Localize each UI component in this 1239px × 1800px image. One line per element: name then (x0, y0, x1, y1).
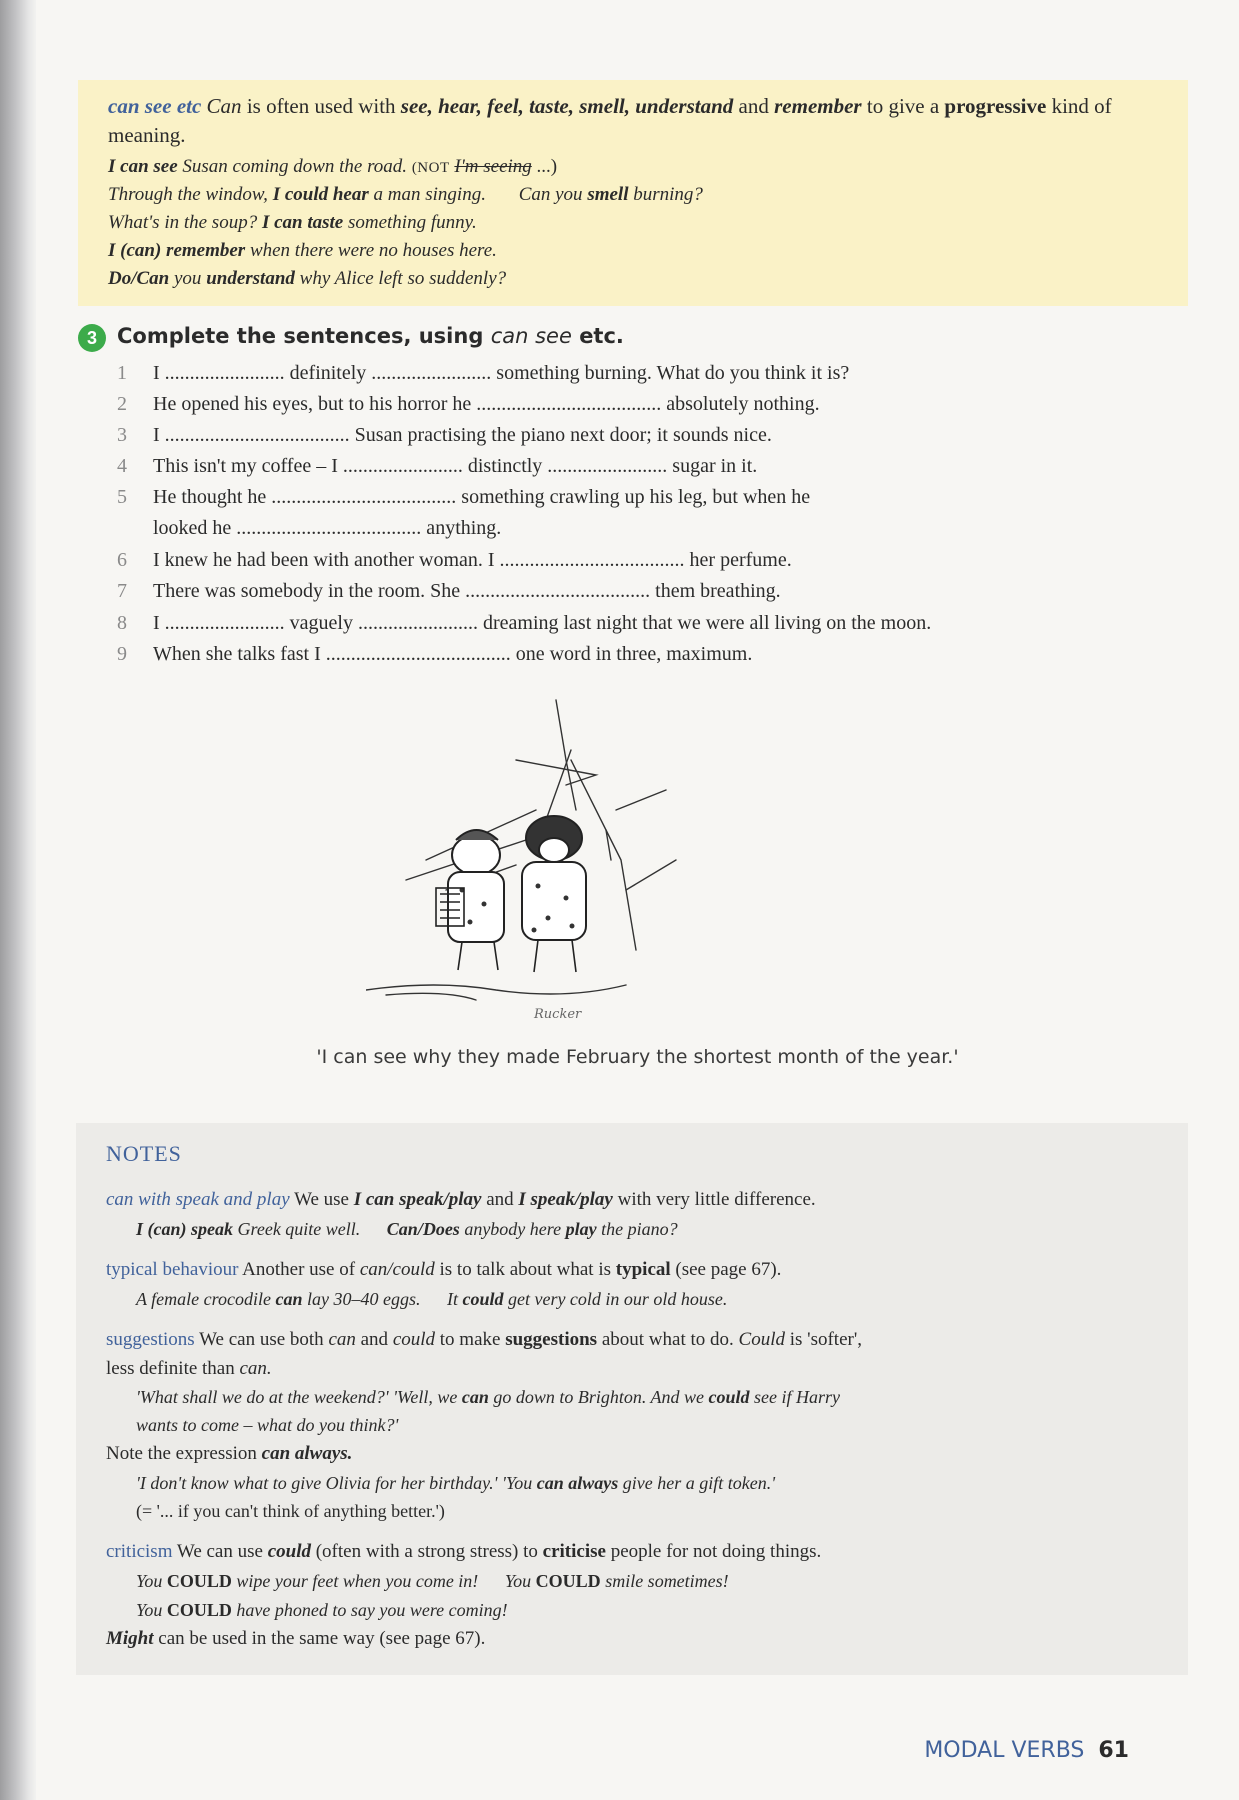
note-suggestions-line2: less definite than can. (106, 1358, 272, 1379)
note-suggestions-example-2: wants to come – what do you think?' (136, 1415, 399, 1435)
note-can-always-gloss: (= '... if you can't think of anything better.') (136, 1501, 445, 1521)
note-speak-play: can with speak and play We use I can speak/play and I speak/play with very little difference. (106, 1189, 816, 1210)
exercise-line: 2 He opened his eyes, but to his horror he ..................................... absolutely nothing. (117, 393, 820, 415)
exercise-line: 3 I ..................................... Susan practising the piano next door; it sounds nice. (117, 424, 772, 446)
exercise-line: 6 I knew he had been with another woman. I ..................................... her perfume. (117, 549, 792, 571)
page-number: 61 (1098, 1738, 1129, 1763)
exercise-line: 4 This isn't my coffee – I ........................ distinctly ........................ sugar in it. (117, 455, 758, 477)
note-might: Might can be used in the same way (see page 67). (106, 1628, 486, 1649)
note-speak-play-example: I (can) speak Greek quite well. Can/Does anybody here play the piano? (136, 1219, 678, 1239)
note-criticism-example-1: You COULD wipe your feet when you come in! You COULD smile sometimes! (136, 1571, 729, 1591)
rule-intro: can see etc Can is often used with see, hear, feel, taste, smell, understand and remember to give a progressive kind of meaning. (108, 94, 1112, 147)
note-typical-behaviour-example: A female crocodile can lay 30–40 eggs. It could get very cold in our old house. (136, 1289, 728, 1309)
note-criticism: criticism We can use could (often with a strong stress) to criticise people for not doing things. (106, 1541, 822, 1562)
rule-example-1: I can see Susan coming down the road. (NOT I'm seeing ...) (108, 156, 558, 177)
note-can-always: Note the expression can always. (106, 1443, 353, 1464)
note-suggestions-example-1: 'What shall we do at the weekend?' 'Well, we can go down to Brighton. And we could see if Harry (136, 1387, 841, 1407)
note-suggestions: suggestions We can use both can and could to make suggestions about what to do. Could is 'softer', (106, 1329, 862, 1350)
exercise-line: looked he ..................................... anything. (153, 517, 502, 539)
notes-box (76, 1123, 1188, 1675)
illustrator-signature: Rucker (534, 1007, 582, 1022)
cartoon-caption: 'I can see why they made February the shortest month of the year.' (316, 1046, 959, 1068)
book-page (36, 0, 1239, 1800)
grammar-rule-box (78, 80, 1188, 306)
cartoon-illustration (366, 690, 786, 1030)
exercise-heading: Complete the sentences, using can see etc. (117, 324, 624, 348)
rule-example-4: I (can) remember when there were no houses here. (108, 240, 497, 261)
rule-example-3: What's in the soup? I can taste something funny. (108, 212, 477, 233)
exercise-line: 1 I ........................ definitely ........................ something burning. What do you think it is? (117, 362, 850, 384)
section-title: MODAL VERBS (924, 1738, 1085, 1763)
rule-example-5: Do/Can you understand why Alice left so suddenly? (108, 268, 507, 289)
exercise-number-badge: 3 (78, 324, 106, 352)
rule-example-2: Through the window, I could hear a man singing. Can you smell burning? (108, 184, 703, 205)
page-footer (36, 1738, 1129, 1763)
exercise-line: 7 There was somebody in the room. She ..................................... them breathing. (117, 580, 781, 602)
exercise-line: 8 I ........................ vaguely ........................ dreaming last night that we were all living on the moon. (117, 612, 932, 634)
exercise-line: 5 He thought he ..................................... something crawling up his leg, but when he (117, 486, 811, 508)
notes-title: NOTES (106, 1141, 182, 1166)
note-criticism-example-2: You COULD have phoned to say you were coming! (136, 1600, 508, 1620)
book-spine-shadow (0, 0, 36, 1800)
note-typical-behaviour: typical behaviour Another use of can/could is to talk about what is typical (see page 67). (106, 1259, 782, 1280)
exercise-line: 9 When she talks fast I ..................................... one word in three, maximum. (117, 643, 753, 665)
note-can-always-example: 'I don't know what to give Olivia for her birthday.' 'You can always give her a gift token.' (136, 1473, 776, 1493)
